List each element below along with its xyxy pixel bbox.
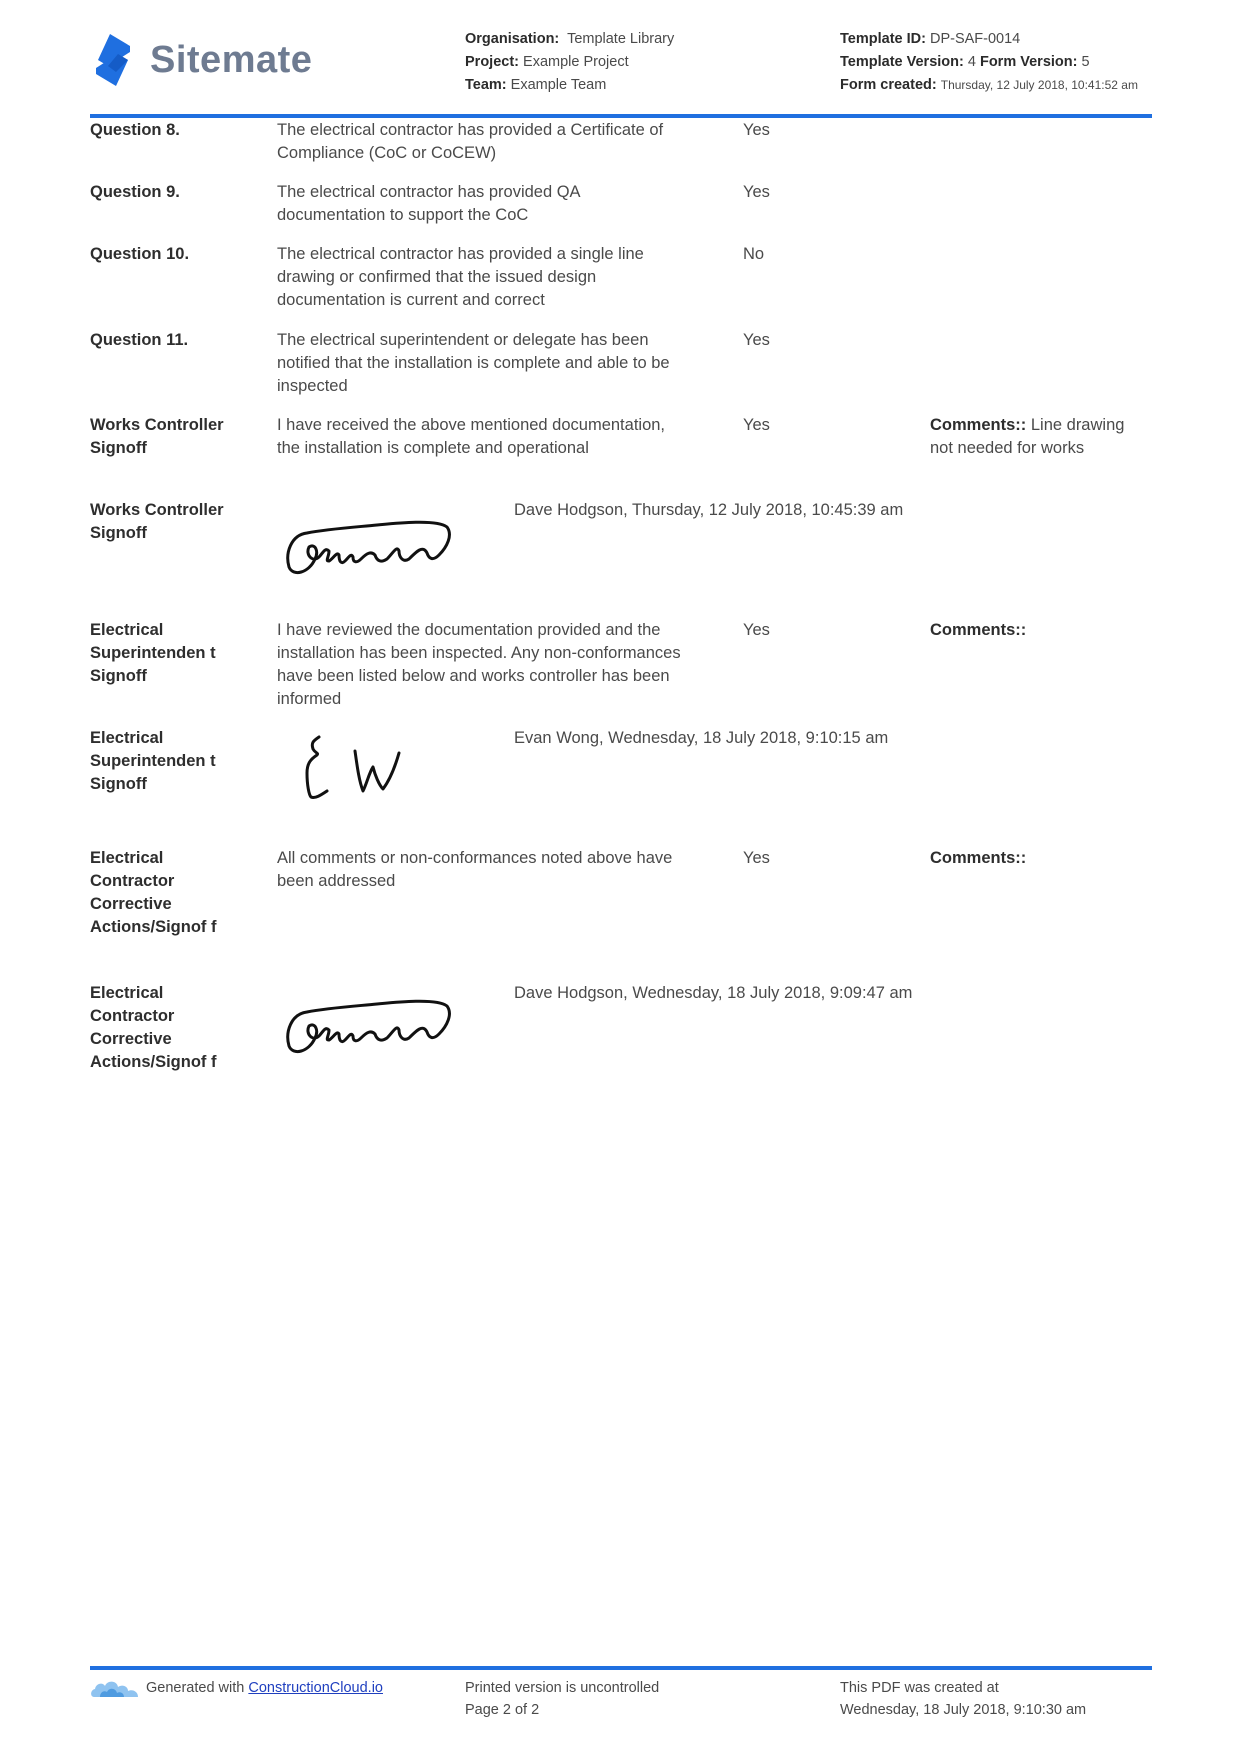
signoff-text: I have reviewed the documentation provided and the installation has been inspected. Any non-conformances have been listed below and works controller has been informed <box>277 621 681 708</box>
question-text: The electrical superintendent or delegate has been notified that the installation is complete and able to be inspected <box>277 331 670 395</box>
signature-ew-icon <box>277 727 467 807</box>
page-header <box>90 24 1152 114</box>
signoff-comments <box>930 414 1150 460</box>
signoff-text: I have received the above mentioned documentation, the installation is complete and operational <box>277 416 666 457</box>
header-divider <box>90 114 1152 118</box>
organisation-label: Organisation: <box>465 31 560 47</box>
footer-middle <box>465 1677 659 1721</box>
signoff-label: Electrical Superintenden t Signoff <box>90 621 216 685</box>
signature-label: Electrical Contractor Corrective Actions/Signof f <box>90 984 217 1071</box>
question-label: Question 8. <box>90 121 180 139</box>
signoff-comments <box>930 847 1150 870</box>
organisation-value: Template Library <box>567 31 675 47</box>
template-version-value: 4 <box>967 54 976 70</box>
signature-row <box>90 727 1152 822</box>
footer-divider <box>90 1666 1152 1670</box>
signoff-text: All comments or non-conformances noted above have been addressed <box>277 849 673 890</box>
signature-label: Electrical Superintenden t Signoff <box>90 729 216 793</box>
form-created-label: Form created: <box>840 77 937 93</box>
construction-cloud-icon <box>90 1677 142 1699</box>
template-id-value: DP-SAF-0014 <box>929 31 1021 47</box>
sitemate-logo <box>90 30 312 90</box>
signoff-comments <box>930 619 1150 642</box>
signed-by-text: Dave Hodgson, Thursday, 12 July 2018, 10:45:39 am <box>514 501 904 519</box>
footer-right <box>840 1677 1086 1721</box>
question-answer: Yes <box>743 121 770 139</box>
sitemate-logo-icon <box>90 30 136 90</box>
comments-value: Line drawing not needed for works <box>930 416 1125 457</box>
logo-text: Sitemate <box>150 38 313 81</box>
question-label: Question 11. <box>90 331 189 349</box>
header-meta-middle <box>465 28 674 97</box>
signature-label: Works Controller Signoff <box>90 501 224 542</box>
question-text: The electrical contractor has provided a single line drawing or confirmed that the issued design documentation is current and correct <box>277 245 644 309</box>
comments-label: Comments:: <box>930 416 1027 434</box>
signed-by-text: Dave Hodgson, Wednesday, 18 July 2018, 9:09:47 am <box>514 984 913 1002</box>
question-label: Question 9. <box>90 183 180 201</box>
template-id-label: Template ID: <box>840 31 926 47</box>
question-answer: Yes <box>743 331 770 349</box>
question-answer: Yes <box>743 183 770 201</box>
question-text: The electrical contractor has provided a Certificate of Compliance (CoC or CoCEW) <box>277 121 664 162</box>
question-answer: No <box>743 245 765 263</box>
signoff-answer: Yes <box>743 416 770 434</box>
form-version-label: Form Version: <box>979 54 1078 70</box>
uncontrolled-notice: Printed version is uncontrolled <box>465 1680 660 1696</box>
form-version-value: 5 <box>1081 54 1090 70</box>
question-label: Question 10. <box>90 245 190 263</box>
generated-prefix: Generated with <box>146 1680 245 1696</box>
comments-label: Comments:: <box>930 621 1027 639</box>
footer-generated <box>90 1677 383 1699</box>
question-text: The electrical contractor has provided QA documentation to support the CoC <box>277 183 580 224</box>
pdf-created-value: Wednesday, 18 July 2018, 9:10:30 am <box>840 1702 1087 1718</box>
header-meta-right <box>840 28 1140 93</box>
signed-by-text: Evan Wong, Wednesday, 18 July 2018, 9:10:15 am <box>514 729 889 747</box>
page-number: Page 2 of 2 <box>465 1702 540 1718</box>
signature-dh-icon <box>277 511 467 591</box>
signoff-answer: Yes <box>743 849 770 867</box>
signature-row <box>90 499 1152 594</box>
signoff-label: Electrical Contractor Corrective Actions/Signof f <box>90 849 217 936</box>
signature-dh-icon <box>277 990 467 1070</box>
signoff-answer: Yes <box>743 621 770 639</box>
comments-label: Comments:: <box>930 849 1027 867</box>
project-value: Example Project <box>523 54 629 70</box>
team-label: Team: <box>465 77 507 93</box>
signoff-label: Works Controller Signoff <box>90 416 224 457</box>
form-created-value: Thursday, 12 July 2018, 10:41:52 am <box>940 78 1138 92</box>
construction-cloud-link[interactable]: ConstructionCloud.io <box>248 1680 383 1696</box>
pdf-created-label: This PDF was created at <box>840 1680 999 1696</box>
team-value: Example Team <box>510 77 607 93</box>
signature-row <box>90 982 1152 1092</box>
template-version-label: Template Version: <box>840 54 964 70</box>
project-label: Project: <box>465 54 519 70</box>
